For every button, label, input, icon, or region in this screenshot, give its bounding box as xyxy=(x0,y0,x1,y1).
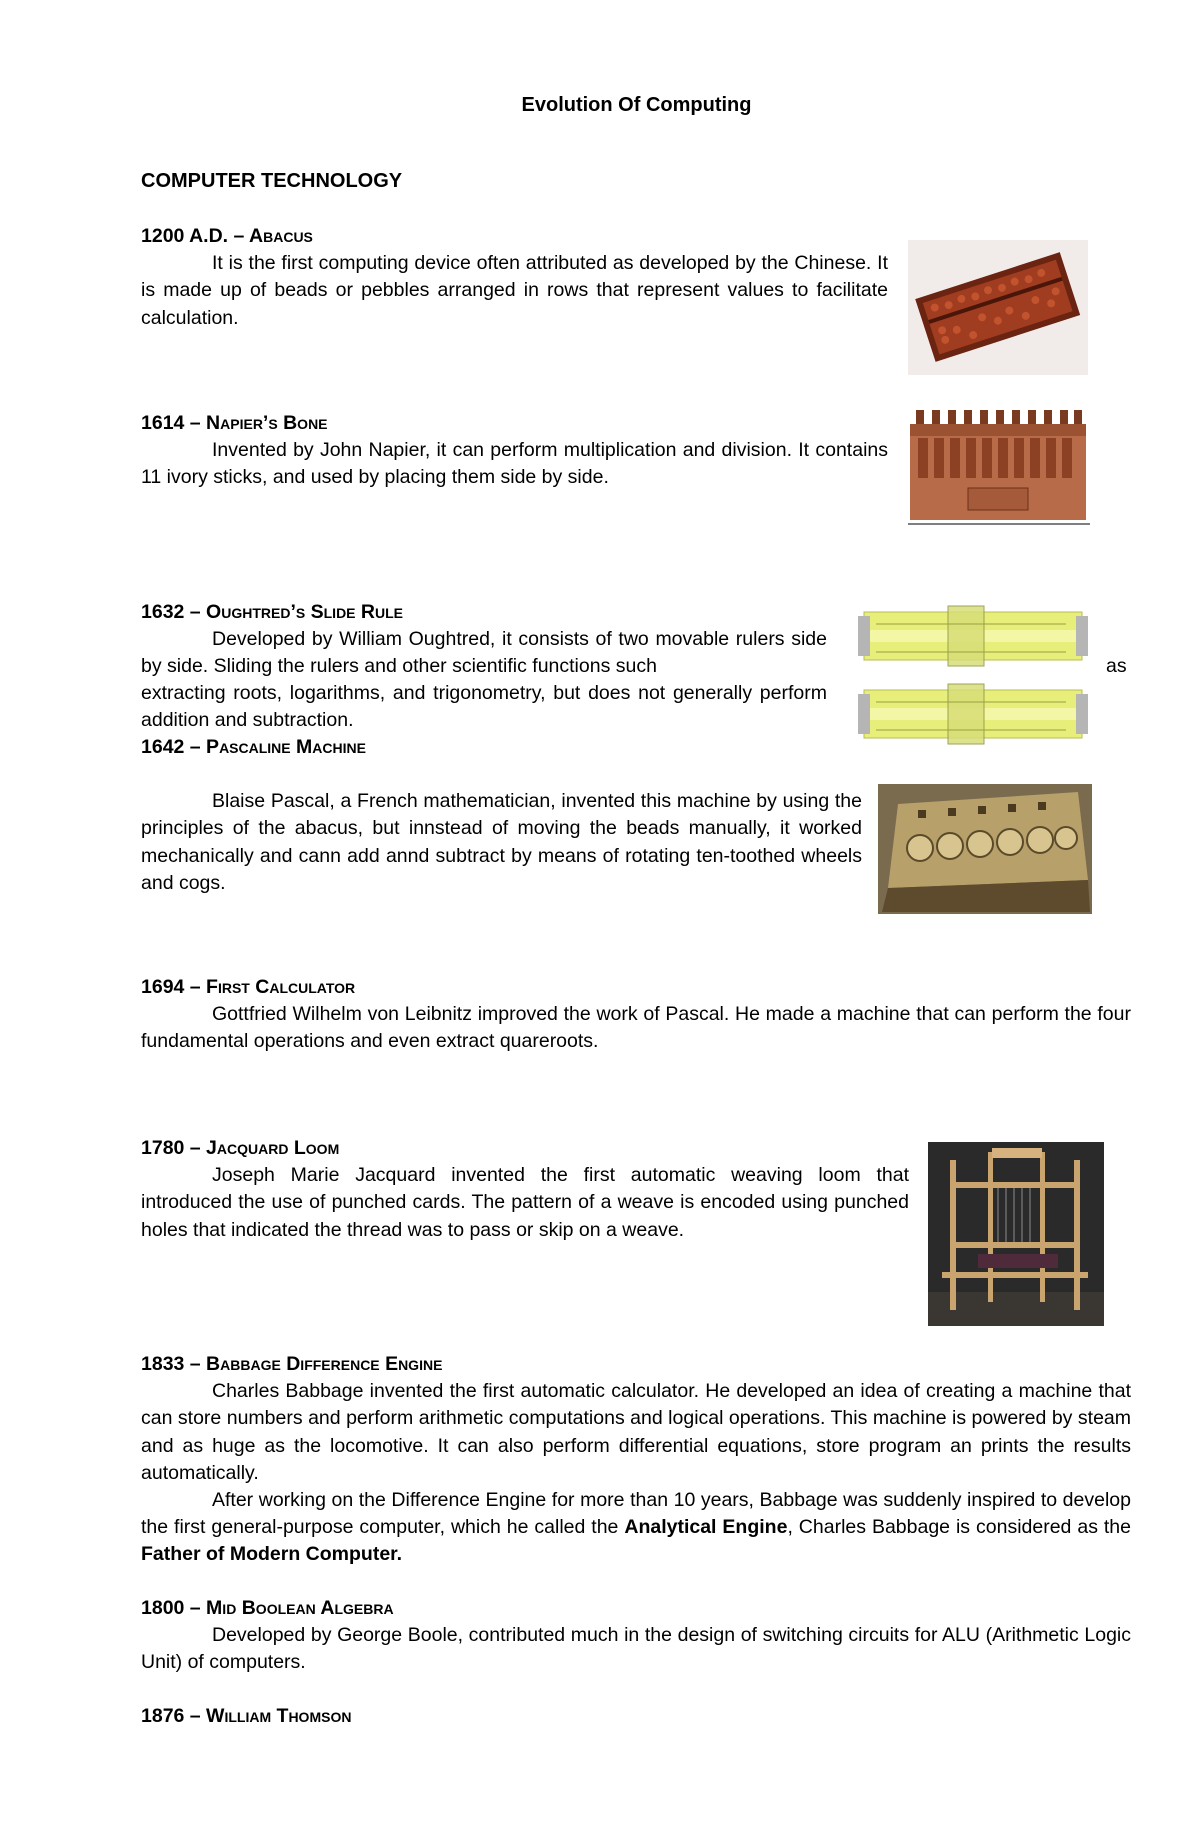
entry-heading: 1614 – Napier’s Bone xyxy=(141,412,328,434)
entry-text: Gottfried Wilhelm von Leibnitz improved the work of Pascal. He made a machine that can perform the four fundamental operations and even extract quareroots. xyxy=(141,1003,1131,1053)
document-title: Evolution Of Computing xyxy=(521,94,752,116)
entry-babbage xyxy=(141,1351,1131,1569)
entry-slide-rule-continued xyxy=(141,680,827,734)
entry-text: Charles Babbage invented the first automatic calculator. He developed an idea of creating a machine that can store numbers and perform arithmetic computations and logical operations. This machine is powered by steam and as huge as the locomotive. It can also perform differential equations, store program an prints the results automatically. xyxy=(141,1380,1131,1484)
text-run: , Charles Babbage is considered as the xyxy=(787,1516,1131,1539)
napiers-bones-image xyxy=(908,408,1090,526)
entry-heading: 1800 – Mid Boolean Algebra xyxy=(141,1597,394,1619)
entry-heading: 1780 – Jacquard Loom xyxy=(141,1137,340,1159)
entry-heading: 1642 – Pascaline Machine xyxy=(141,736,366,758)
slide-rule-image xyxy=(856,602,1088,754)
entry-william-thomson xyxy=(141,1703,1131,1730)
entry-heading: 1694 – First Calculator xyxy=(141,976,356,998)
analytical-engine-bold: Analytical Engine xyxy=(624,1516,788,1539)
entry-slide-rule-continuation: as xyxy=(1106,655,1127,677)
entry-text: Blaise Pascal, a French mathematician, invented this machine by using the principles of the abacus, but innstead of moving the beads manually, it worked mechanically and cann add annd subtract by means of rotating ten-toothed wheels and cogs. xyxy=(141,790,862,894)
entry-text: Invented by John Napier, it can perform multiplication and division. It contains 11 ivory sticks, and used by placing them side by side. xyxy=(141,439,888,489)
father-of-modern-computer-bold: Father of Modern Computer. xyxy=(141,1543,403,1566)
entry-heading: 1833 – Babbage Difference Engine xyxy=(141,1353,443,1375)
entry-abacus xyxy=(141,223,888,332)
entry-heading: 1632 – Oughtred’s Slide Rule xyxy=(141,601,404,623)
entry-text: Developed by George Boole, contributed much in the design of switching circuits for ALU (Arithmetic Logic Unit) of computers. xyxy=(141,1624,1131,1674)
entry-boolean-algebra xyxy=(141,1595,1131,1677)
entry-text-cont: extracting roots, logarithms, and trigonometry, but does not generally perform addition and subtraction. xyxy=(141,682,827,732)
entry-pascaline xyxy=(141,734,862,897)
entry-text: Joseph Marie Jacquard invented the first automatic weaving loom that introduced the use of punched cards. The pattern of a weave is encoded using punched holes that indicated the thread was to pass or skip on a weave. xyxy=(141,1164,909,1241)
section-heading: COMPUTER TECHNOLOGY xyxy=(141,170,403,192)
entry-heading: 1876 – William Thomson xyxy=(141,1705,352,1727)
entry-text: It is the first computing device often attributed as developed by the Chinese. It is made up of beads or pebbles arranged in rows that represent values to facilitate calculation. xyxy=(141,252,888,329)
entry-slide-rule xyxy=(141,599,827,681)
pascaline-image xyxy=(878,784,1092,914)
entry-text: Developed by William Oughtred, it consists of two movable rulers side by side. Sliding the rulers and other scientific functions such xyxy=(141,628,827,678)
entry-first-calculator xyxy=(141,974,1131,1056)
abacus-image xyxy=(908,240,1088,375)
entry-jacquard-loom xyxy=(141,1135,909,1244)
entry-napiers-bone xyxy=(141,410,888,492)
text-run: After working on the Difference Engine for more than 10 years, Babbage was suddenly inspired to develop the first general-purpose computer, which he called the xyxy=(141,1489,1131,1539)
entry-text-2 xyxy=(141,1487,1131,1569)
entry-heading: 1200 A.D. – Abacus xyxy=(141,225,313,247)
jacquard-loom-image xyxy=(928,1142,1104,1326)
